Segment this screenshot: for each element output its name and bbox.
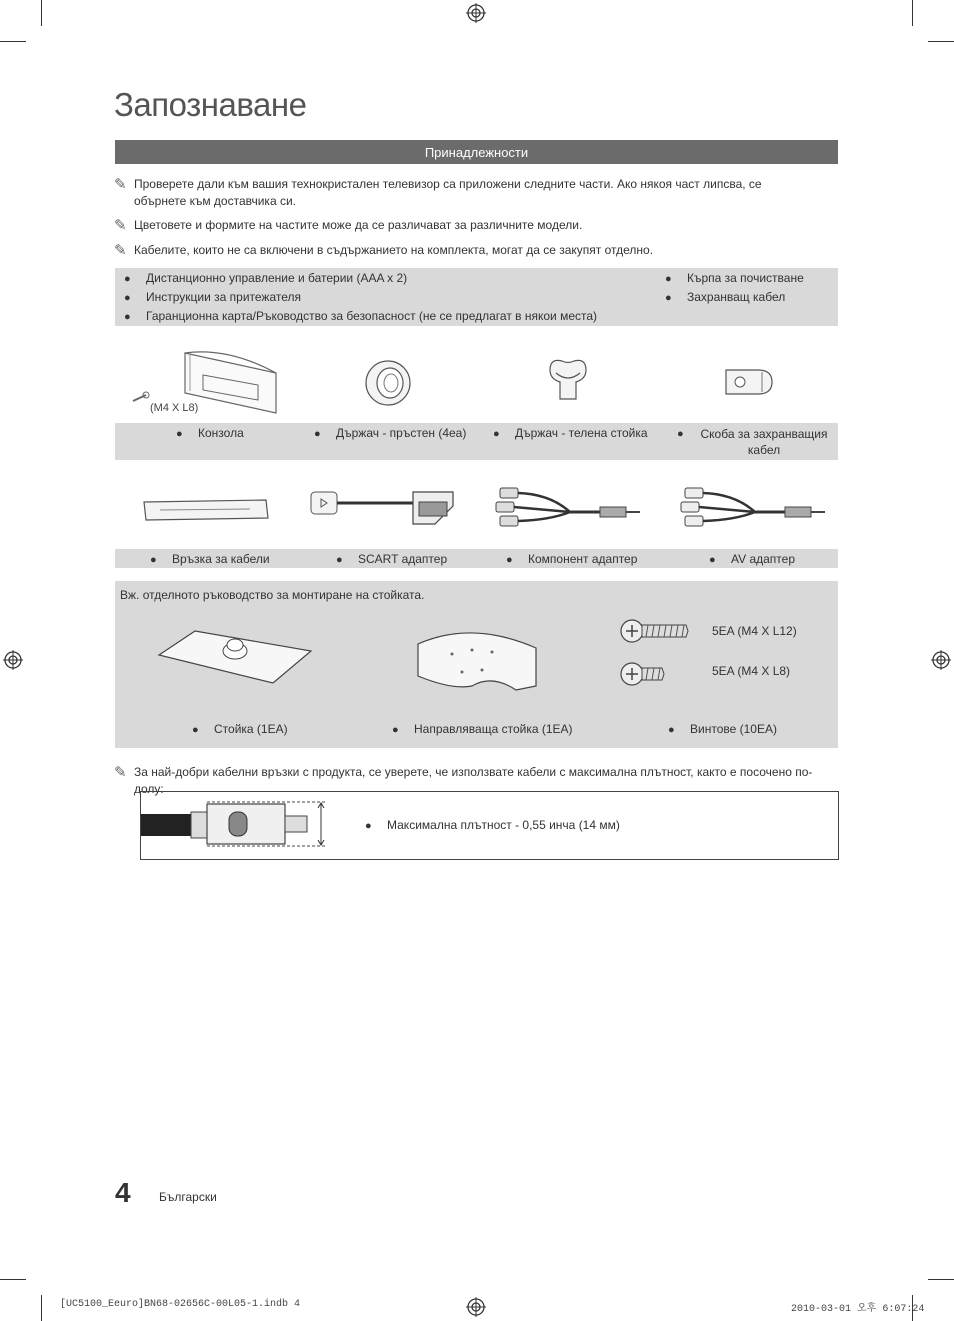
caption: ● AV адаптер — [709, 552, 796, 566]
av-adapter-illustration — [675, 484, 835, 534]
note-text: Кабелите, които не са включени в съдържанието на комплекта, могат да се закупят отделно. — [134, 243, 654, 257]
print-timestamp: 2010-03-01 오후 6:07:24 — [791, 1304, 925, 1315]
scart-adapter-illustration — [305, 484, 465, 534]
crop-mark — [0, 1279, 26, 1280]
list-item: ● Кърпа за почистване — [665, 271, 804, 285]
section-header: Принадлежности — [115, 140, 838, 164]
crop-mark — [41, 1295, 42, 1321]
note-text: Проверете дали към вашия технокристален телевизор са приложени следните части. Ако някоя част липсва, се обърнете към доставчика си. — [134, 177, 762, 208]
list-item: ● Дистанционно управление и батерии (AAA x 2) — [124, 271, 408, 285]
power-cord-clamp-illustration — [718, 360, 776, 400]
cable-plug-illustration — [141, 798, 331, 852]
file-info: [UC5100_Eeuro]BN68-02656C-00L05-1.indb 4 — [60, 1299, 301, 1310]
stand-intro: Вж. отделното ръководство за монтиране на стойката. — [120, 588, 425, 602]
screw-size-label: (M4 X L8) — [150, 402, 199, 414]
page-title: Запознаване — [114, 86, 307, 123]
registration-mark-icon — [3, 650, 23, 670]
holder-ring-illustration — [360, 358, 416, 408]
caption: ● Връзка за кабели — [150, 552, 270, 566]
crop-mark — [928, 41, 954, 42]
guide-stand-illustration — [412, 622, 542, 692]
holder-wire-stand-illustration — [544, 355, 592, 405]
note-pen-icon: ✎ — [114, 176, 127, 193]
list-item: ● Захранващ кабел — [665, 290, 786, 304]
note-pen-icon: ✎ — [114, 217, 127, 234]
note-text: Цветовете и формите на частите може да се различават за различните модели. — [134, 218, 583, 232]
caption: ● Държач - телена стойка — [493, 426, 648, 440]
crop-mark — [0, 41, 26, 42]
note-pen-icon: ✎ — [114, 764, 127, 781]
crop-mark — [912, 0, 913, 26]
component-adapter-illustration — [490, 484, 650, 534]
list-item: ● Гаранционна карта/Ръководство за безопасност (не се предлагат в някои места) — [124, 309, 598, 323]
footer-language: Български — [159, 1190, 217, 1204]
note — [114, 217, 814, 234]
caption: ● Стойка (1EA) — [192, 722, 288, 736]
note — [114, 176, 814, 210]
caption: ● SCART адаптер — [336, 552, 448, 566]
caption: ● Компонент адаптер — [506, 552, 638, 566]
caption: ● Скоба за захранващия кабел — [677, 427, 828, 457]
cable-tie-illustration — [140, 496, 270, 526]
crop-mark — [41, 0, 42, 26]
note-pen-icon: ✎ — [114, 242, 127, 259]
list-item: ● Максимална плътност - 0,55 инча (14 мм) — [365, 818, 620, 832]
crop-mark — [928, 1279, 954, 1280]
screw-size-label: 5EA (M4 X L8) — [712, 664, 791, 678]
page-number: 4 — [115, 1177, 131, 1208]
caption: ● Конзола — [176, 426, 244, 440]
screw-size-label: 5EA (M4 X L12) — [712, 624, 797, 638]
registration-mark-icon — [466, 1297, 486, 1317]
caption: ● Държач - пръстен (4еа) — [314, 426, 467, 440]
registration-mark-icon — [931, 650, 951, 670]
caption: ● Направляваща стойка (1EA) — [392, 722, 573, 736]
screw-short-illustration — [620, 657, 670, 691]
note-text: За най-добри кабелни връзки с продукта, се уверете, че използвате кабели с максимална плътност, както е посочено по-долу: — [134, 765, 813, 796]
stand-illustration — [155, 625, 315, 687]
note — [114, 242, 814, 259]
registration-mark-icon — [466, 3, 486, 23]
list-item: ● Инструкции за притежателя — [124, 290, 302, 304]
screw-long-illustration — [620, 614, 692, 648]
caption: ● Винтове (10EA) — [668, 722, 777, 736]
